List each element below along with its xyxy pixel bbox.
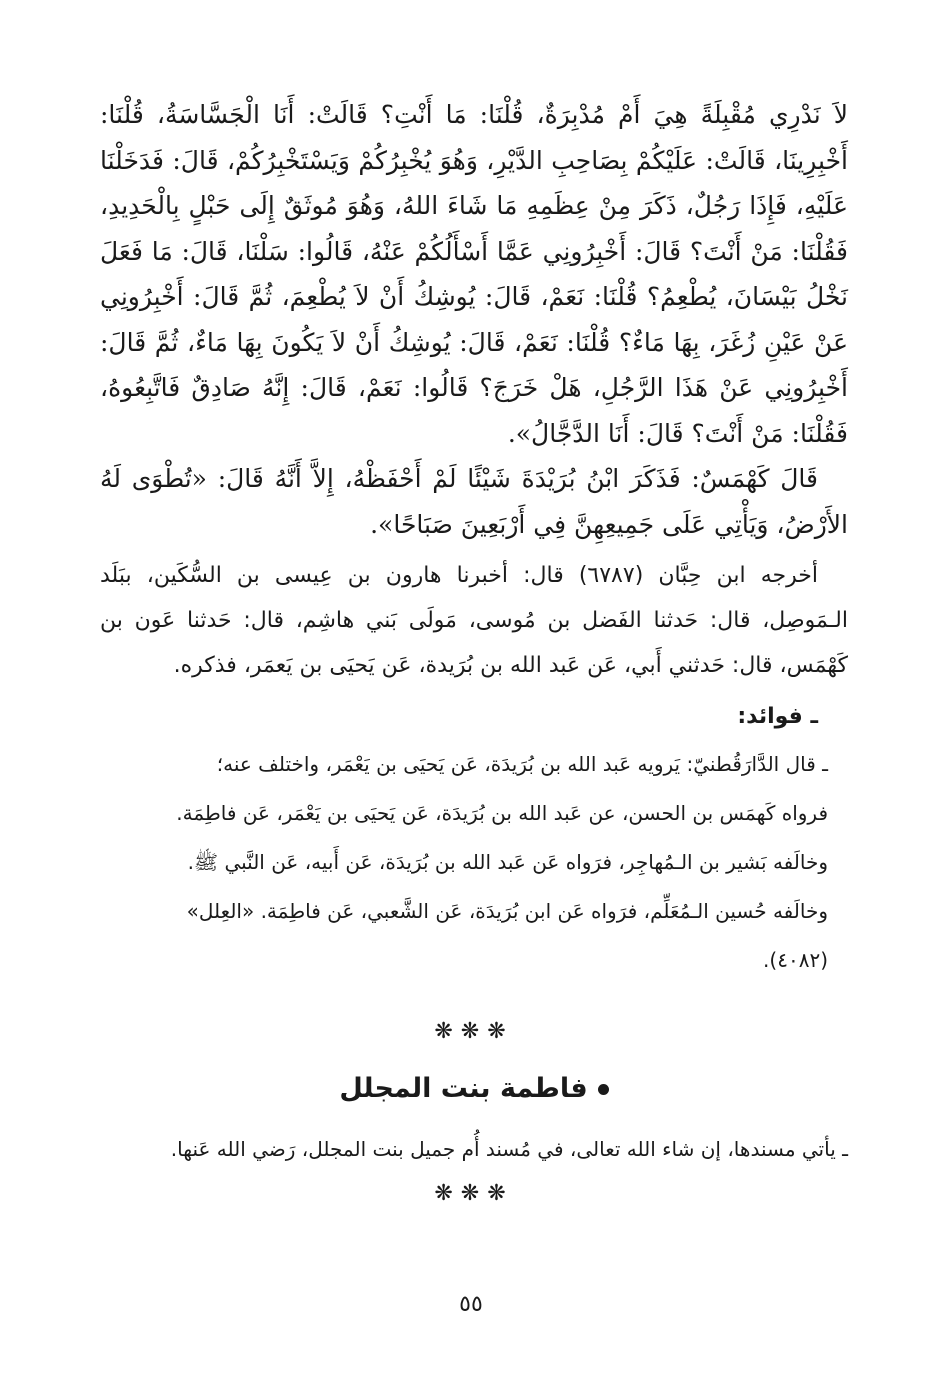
page-body [100, 92, 848, 1211]
section-separator-end: ❋❋❋ [434, 1181, 514, 1206]
hadith-text: لاَ نَدْرِي مُقْبِلَةً هِيَ أَمْ مُدْبِرَةٌ، قُلْنَا: مَا أَنْتِ؟ قَالَتْ: أَنَا الْجَسَّاسَةُ، قُلْنَا: أَخْبِرِينَا، قَالَتْ: عَلَيْكُمْ بِصَاحِبِ الدَّيْرِ، وَهُوَ يُخْبِرُكُمْ وَيَسْتَخْبِرُكُمْ، قَالَ: فَدَخَلْنَا عَلَيْهِ، فَإِذَا رَجُلٌ، ذَكَرَ مِنْ عِظَمِهِ مَا شَاءَ اللهُ، وَهُوَ مُوثَقٌ إِلَى حَبْلٍ بِالْحَدِيدِ، فَقُلْنَا: مَنْ أَنْتَ؟ قَالَ: أَخْبِرُونِي عَمَّا أَسْأَلُكُمْ عَنْهُ، قَالُوا: سَلْنَا، قَالَ: مَا فَعَلَ نَخْلُ بَيْسَانَ، يُطْعِمُ؟ قُلْنَا: نَعَمْ، قَالَ: يُوشِكُ أَنْ لاَ يُطْعِمَ، ثُمَّ قَالَ: أَخْبِرُونِي عَنْ عَيْنِ زُغَرَ، بِهَا مَاءٌ؟ قُلْنَا: نَعَمْ، قَالَ: يُوشِكُ أَنْ لاَ يَكُونَ بِهَا مَاءٌ، ثُمَّ قَالَ: أَخْبِرُونِي عَنْ هَذَا الرَّجُلِ، هَلْ خَرَجَ؟ قَالُوا: نَعَمْ، قَالَ: إِنَّهُ صَادِقٌ فَاتَّبِعُوهُ، فَقُلْنَا: مَنْ أَنْتَ؟ قَالَ: أَنَا الدَّجَّالُ». [100, 100, 848, 448]
takhrij-paragraph: أخرجه ابن حِبَّان (٦٧٨٧) قال: أخبرنا هارون بن عِيسى بن السُّكَين، ببَلَد الـمَوصِل، قال: حَدثنا الفَضل بن مُوسى، مَولَى بَني هاشِم، قال: حَدثنا عَون بن كَهْمَس، قال: حَدثني أَبي، عَن عَبد الله بن بُرَيدة، عَن يَحيَى بن يَعمَر، فذكره. [100, 563, 848, 678]
benefit-line: وخالَفه بَشير بن الـمُهاجِر، فرَواه عَن عَبد الله بن بُرَيدَة، عَن أَبيه، عَن النَّبي ﷺ. [187, 850, 828, 874]
benefits-heading: ـ فوائد: [737, 704, 818, 729]
section-heading [100, 1067, 848, 1111]
page-number: ٥٥ [459, 1292, 483, 1317]
cross-reference-note: ـ يأتي مسندها، إن شاء الله تعالى، في مُسند أُم جميل بنت المجلل، رَضي الله عَنها. [170, 1137, 848, 1161]
benefit-line: (٤٠٨٢). [763, 948, 828, 972]
benefit-line: ـ قال الدَّارَقُطنيّ: يَرويه عَبد الله بن بُرَيدَة، عَن يَحيَى بن يَعْمَر، واختلف عنه؛ [216, 752, 828, 776]
section-title: فاطمة بنت المجلل [339, 1073, 588, 1104]
benefit-line: فرواه كَهمَس بن الحسن، عن عَبد الله بن بُرَيدَة، عَن يَحيَى بن يَعْمَر، عَن فاطِمَة. [176, 801, 828, 825]
hadith-continuation: قَالَ كَهْمَسٌ: فَذَكَرَ ابْنُ بُرَيْدَةَ شَيْئًا لَمْ أَحْفَظْهُ، إِلاَّ أَنَّهُ قَالَ: «تُطْوَى لَهُ الأَرْضُ، وَيَأْتِي عَلَى جَمِيعِهِنَّ فِي أَرْبَعِينَ صَبَاحًا». [100, 464, 848, 539]
section-separator: ❋❋❋ [434, 1019, 514, 1044]
bullet-icon [598, 1084, 609, 1095]
benefit-line: وخالَفه حُسين الـمُعَلِّم، فرَواه عَن ابن بُرَيدَة، عَن الشَّعبي، عَن فاطِمَة. «العِلل» [186, 899, 828, 923]
